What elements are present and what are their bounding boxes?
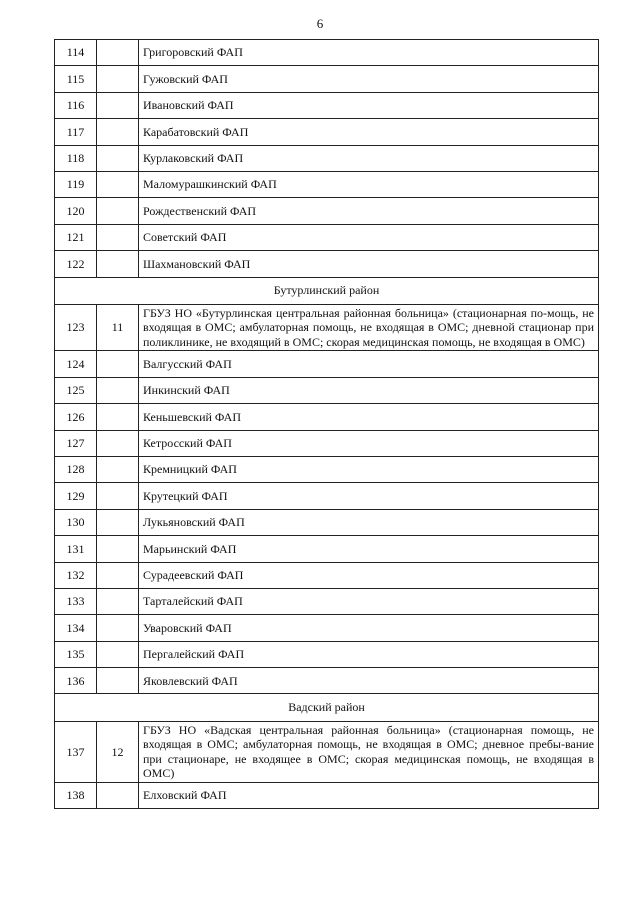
facility-name-cell: Ивановский ФАП — [139, 92, 599, 118]
org-code-cell — [97, 251, 139, 277]
facility-name-cell: Кетросский ФАП — [139, 430, 599, 456]
facility-name-cell: Кеньшевский ФАП — [139, 404, 599, 430]
org-code-cell — [97, 509, 139, 535]
row-number-cell: 131 — [55, 536, 97, 562]
table-row — [55, 641, 599, 667]
facility-name-cell: Лукьяновский ФАП — [139, 509, 599, 535]
row-number-cell: 136 — [55, 668, 97, 694]
org-code-cell: 12 — [97, 721, 139, 782]
table-row — [55, 509, 599, 535]
row-number-cell: 135 — [55, 641, 97, 667]
org-code-cell — [97, 588, 139, 614]
row-number-cell: 118 — [55, 145, 97, 171]
row-number-cell: 127 — [55, 430, 97, 456]
facility-name-cell: Кремницкий ФАП — [139, 456, 599, 482]
org-code-cell — [97, 40, 139, 66]
org-code-cell — [97, 404, 139, 430]
table-row — [55, 251, 599, 277]
facility-name-cell: Карабатовский ФАП — [139, 119, 599, 145]
table-row — [55, 430, 599, 456]
table-row — [55, 377, 599, 403]
org-code-cell — [97, 145, 139, 171]
table-row — [55, 456, 599, 482]
facility-name-cell: Шахмановский ФАП — [139, 251, 599, 277]
facility-name-cell: Пергалейский ФАП — [139, 641, 599, 667]
table-row — [55, 782, 599, 808]
row-number-cell: 133 — [55, 588, 97, 614]
org-code-cell — [97, 430, 139, 456]
table-row — [55, 119, 599, 145]
table-row — [55, 588, 599, 614]
table-row — [55, 198, 599, 224]
facility-name-cell: ГБУЗ НО «Бутурлинская центральная районная больница» (стационарная по-мощь, не входящая в ОМС; амбулаторная помощь, не входящая в ОМС; дневной стационар при поликлинике, не входящий в ОМС; скорая медицинская помощь, не входящая в ОМС) — [139, 304, 599, 351]
row-number-cell: 126 — [55, 404, 97, 430]
table-row — [55, 171, 599, 197]
row-number-cell: 124 — [55, 351, 97, 377]
facility-name-cell: Сурадеевский ФАП — [139, 562, 599, 588]
row-number-cell: 119 — [55, 171, 97, 197]
facility-name-cell: Инкинский ФАП — [139, 377, 599, 403]
row-number-cell: 121 — [55, 224, 97, 250]
table-row — [55, 721, 599, 782]
table-row — [55, 40, 599, 66]
facility-name-cell: Валгусский ФАП — [139, 351, 599, 377]
org-code-cell: 11 — [97, 304, 139, 351]
facilities-table — [54, 39, 599, 809]
row-number-cell: 130 — [55, 509, 97, 535]
table-row — [55, 66, 599, 92]
facility-name-cell: Маломурашкинский ФАП — [139, 171, 599, 197]
org-code-cell — [97, 641, 139, 667]
table-row — [55, 615, 599, 641]
row-number-cell: 125 — [55, 377, 97, 403]
page-number: 6 — [316, 16, 324, 31]
org-code-cell — [97, 536, 139, 562]
org-code-cell — [97, 782, 139, 808]
facility-name-cell: Яковлевский ФАП — [139, 668, 599, 694]
table-row — [55, 351, 599, 377]
row-number-cell: 123 — [55, 304, 97, 351]
facility-name-cell: Советский ФАП — [139, 224, 599, 250]
org-code-cell — [97, 562, 139, 588]
section-header-row — [55, 277, 599, 304]
section-header-row — [55, 694, 599, 721]
section-title: Бутурлинский район — [55, 277, 599, 304]
facility-name-cell: Григоровский ФАП — [139, 40, 599, 66]
org-code-cell — [97, 66, 139, 92]
row-number-cell: 116 — [55, 92, 97, 118]
facility-name-cell: Тарталейский ФАП — [139, 588, 599, 614]
org-code-cell — [97, 351, 139, 377]
facility-name-cell: Уваровский ФАП — [139, 615, 599, 641]
facility-name-cell: Гужовский ФАП — [139, 66, 599, 92]
org-code-cell — [97, 377, 139, 403]
facility-name-cell: Рождественский ФАП — [139, 198, 599, 224]
row-number-cell: 129 — [55, 483, 97, 509]
row-number-cell: 132 — [55, 562, 97, 588]
table-row — [55, 92, 599, 118]
table-row — [55, 145, 599, 171]
facility-name-cell: Марьинский ФАП — [139, 536, 599, 562]
facility-name-cell: Курлаковский ФАП — [139, 145, 599, 171]
facilities-table-body — [55, 40, 599, 809]
facility-name-cell: ГБУЗ НО «Вадская центральная районная больница» (стационарная помощь, не входящая в ОМС; амбулаторная помощь, не входящая в ОМС; дневное пребы-вание при стационаре, не входящее в ОМС; скорая медицинская помощь, не входящая в ОМС) — [139, 721, 599, 782]
row-number-cell: 137 — [55, 721, 97, 782]
row-number-cell: 128 — [55, 456, 97, 482]
table-row — [55, 536, 599, 562]
org-code-cell — [97, 92, 139, 118]
org-code-cell — [97, 198, 139, 224]
table-row — [55, 483, 599, 509]
row-number-cell: 122 — [55, 251, 97, 277]
row-number-cell: 115 — [55, 66, 97, 92]
org-code-cell — [97, 224, 139, 250]
row-number-cell: 117 — [55, 119, 97, 145]
org-code-cell — [97, 668, 139, 694]
table-row — [55, 562, 599, 588]
row-number-cell: 134 — [55, 615, 97, 641]
row-number-cell: 138 — [55, 782, 97, 808]
org-code-cell — [97, 615, 139, 641]
facility-name-cell: Крутецкий ФАП — [139, 483, 599, 509]
table-row — [55, 668, 599, 694]
section-title: Вадский район — [55, 694, 599, 721]
org-code-cell — [97, 483, 139, 509]
row-number-cell: 114 — [55, 40, 97, 66]
row-number-cell: 120 — [55, 198, 97, 224]
org-code-cell — [97, 171, 139, 197]
table-row — [55, 304, 599, 351]
facility-name-cell: Елховский ФАП — [139, 782, 599, 808]
table-row — [55, 404, 599, 430]
org-code-cell — [97, 456, 139, 482]
org-code-cell — [97, 119, 139, 145]
table-row — [55, 224, 599, 250]
